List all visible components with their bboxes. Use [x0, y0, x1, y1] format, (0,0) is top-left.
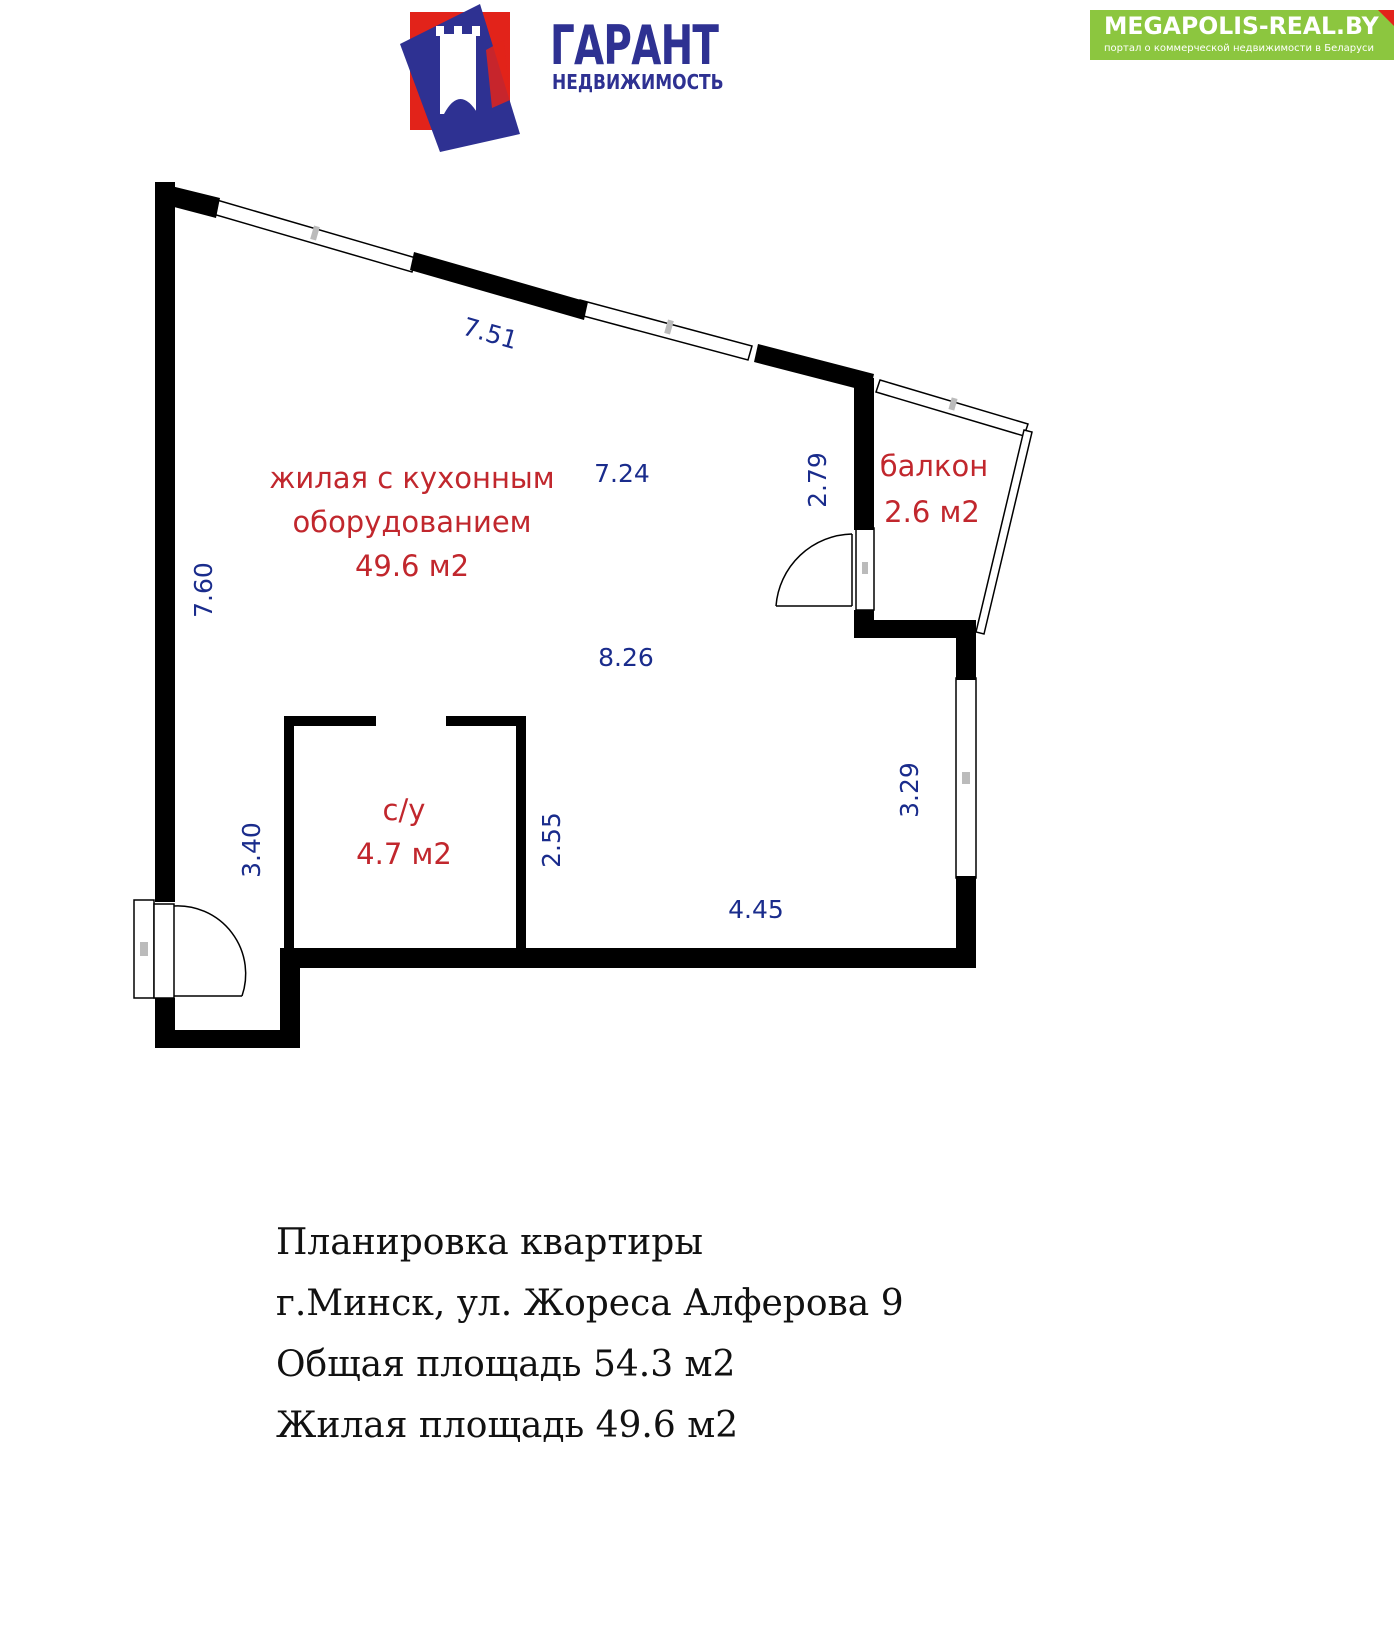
dim-top-wall: 7.51: [459, 311, 521, 356]
balcony-label: балкон: [879, 449, 989, 483]
dim-right-window: 3.29: [895, 762, 924, 818]
window-top-right: [576, 300, 752, 360]
living-room-label-line1: жилая с кухонным: [269, 461, 555, 495]
walls: [155, 182, 976, 1048]
bathroom-area: 4.7 м2: [356, 837, 452, 871]
balcony-area: 2.6 м2: [884, 495, 980, 529]
dim-balcony-wall: 2.79: [803, 452, 832, 508]
bathroom-label: с/у: [382, 793, 426, 827]
dim-bottom: 4.45: [728, 895, 784, 924]
window-top-left: [206, 198, 416, 272]
wall-bath-left: [284, 716, 294, 956]
caption-address: г.Минск, ул. Жореса Алферова 9: [276, 1283, 904, 1324]
entry-door: [134, 900, 246, 998]
badge-title: MEGAPOLIS-REAL.BY: [1104, 12, 1379, 40]
dim-left-wall: 7.60: [189, 562, 218, 618]
badge-subtitle: портал о коммерческой недвижимости в Беларуси: [1104, 43, 1374, 54]
dim-inner-top: 7.24: [594, 459, 650, 488]
logo-subtitle-text: НЕДВИЖИМОСТЬ: [552, 70, 724, 94]
caption-title: Планировка квартиры: [276, 1222, 703, 1263]
wall-bottom: [280, 948, 976, 968]
wall-bath-top-right: [446, 716, 526, 726]
living-room-label-line2: оборудованием: [292, 505, 532, 539]
caption-living-area: Жилая площадь 49.6 м2: [276, 1405, 739, 1446]
balcony-door: [776, 534, 852, 606]
plan-caption: [276, 1212, 904, 1456]
dim-entry: 3.40: [237, 822, 266, 878]
living-room-area: 49.6 м2: [354, 549, 470, 583]
dim-bath-side: 2.55: [537, 812, 566, 868]
dim-middle: 8.26: [598, 643, 654, 672]
logo-brand-text: ГАРАНТ: [550, 14, 719, 77]
wall-bath-right: [516, 716, 526, 956]
caption-total-area: Общая площадь 54.3 м2: [276, 1344, 736, 1385]
wall-right-upper: [956, 620, 976, 680]
wall-left: [155, 182, 175, 902]
wall-bath-top-left: [284, 716, 376, 726]
wall-entry-bottom: [155, 1030, 300, 1048]
wall-balcony-left: [854, 378, 874, 530]
wall-top-2: [410, 252, 588, 320]
